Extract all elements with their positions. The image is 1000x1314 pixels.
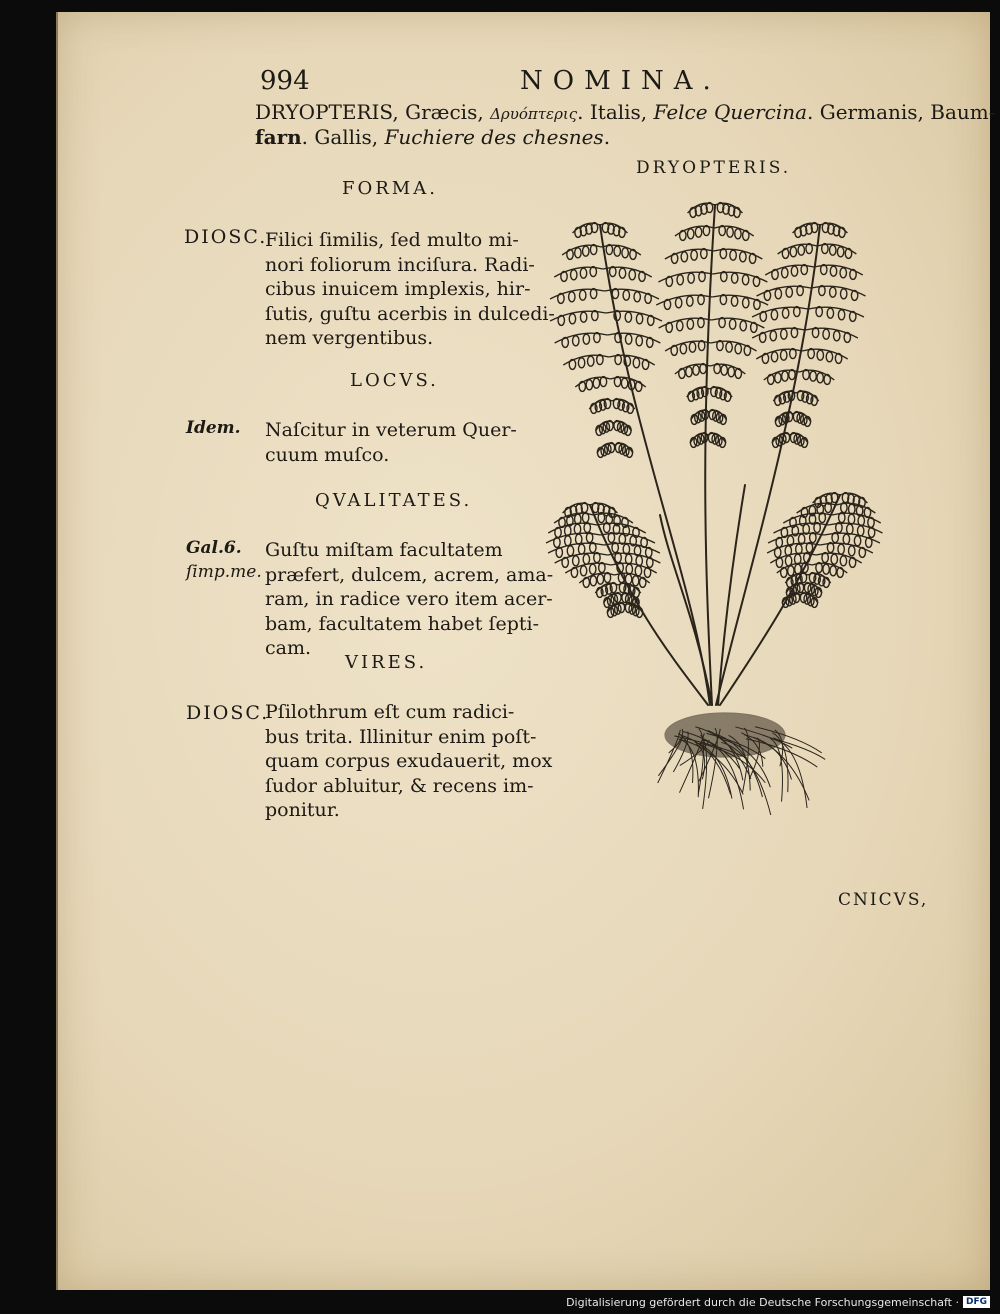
fern-leaflet [849, 546, 855, 556]
fern-leaflet [565, 536, 571, 546]
fern-leaflet [635, 566, 641, 576]
fern-leaflet [576, 534, 582, 544]
text-line: ſutis, guſtu acerbis in dulcedi- [265, 302, 555, 325]
fern-leaflet [590, 576, 596, 586]
fern-leaflet [680, 344, 686, 354]
text-line: Pſilothrum eſt cum radici- [265, 701, 515, 723]
fern-leaflet [735, 229, 741, 239]
fern-leaflet [691, 250, 697, 260]
fern-leaflet [770, 331, 776, 341]
fern-leaflet [742, 275, 748, 285]
fern-leaflet [688, 273, 694, 283]
fern-leaflet [681, 252, 687, 262]
page-number: 994 [260, 66, 310, 96]
fern-leaflet [580, 290, 586, 300]
fern-leaflet [597, 574, 603, 584]
names-italis: . Italis, [577, 100, 654, 124]
digitization-footer [566, 1294, 990, 1310]
fern-leaflet [790, 247, 796, 257]
names-line-2 [255, 125, 610, 149]
text-line: cuum muſco. [265, 443, 390, 466]
fern-leaflet [784, 392, 790, 402]
heading-vires: VIRES. [345, 652, 428, 673]
fern-leaflet [854, 536, 860, 546]
fern-leaflet [731, 273, 737, 283]
fern-leaflet [831, 554, 837, 564]
fern-leaflet [693, 365, 699, 375]
fern-leaflet [583, 334, 589, 344]
locus-text [265, 418, 517, 467]
fern-leaflet [814, 574, 820, 584]
text-line: nem vergentibus. [265, 327, 434, 349]
fern-leaflet [675, 298, 681, 308]
fern-leaflet [720, 390, 726, 400]
fern-leaflet [580, 268, 586, 278]
fern-leaflet [573, 336, 579, 346]
fern-leaflet [636, 336, 642, 346]
fern-leaflet [728, 367, 734, 377]
fern-leaflet [622, 248, 628, 258]
fern-leaflet [625, 312, 631, 322]
fern-leaflet [677, 275, 683, 285]
fern-leaflet [838, 310, 844, 320]
fern-leaflet [727, 227, 733, 237]
fern-leaflet [834, 331, 840, 341]
fern-leaflet [573, 556, 579, 566]
fern-leaflet [580, 312, 586, 322]
fern-leaflet [740, 321, 746, 331]
margin-note-simp: ſimp.me. [186, 562, 262, 582]
fern-leaflet [606, 584, 612, 594]
text-line: bam, facultatem habet ſepti- [265, 612, 540, 635]
fern-leaflet [830, 245, 836, 255]
fern-leaflet [837, 247, 843, 257]
fern-leaflet [595, 402, 601, 412]
fern-leaflet [771, 310, 777, 320]
fern-leaflet [588, 356, 594, 366]
fern-leaflet [569, 314, 575, 324]
fern-leaflet [578, 544, 584, 554]
running-head: NOMINA. [520, 66, 721, 96]
fern-leaflet [622, 402, 628, 412]
fern-leaflet [786, 287, 792, 297]
fern-leaflet [586, 380, 592, 390]
names-latin: DRYOPTERIS, Græcis, [255, 100, 491, 124]
fern-leaflet [788, 566, 794, 576]
text-line: quam corpus exudauerit, mox [265, 750, 553, 772]
dfg-logo: DFG [963, 1296, 990, 1308]
fern-leaflet [798, 245, 804, 255]
fern-leaflet [567, 546, 573, 556]
fern-leaflet [775, 373, 781, 383]
fern-leaflet [583, 246, 589, 256]
fern-leaflet [575, 248, 581, 258]
heading-locus: LOCVS. [350, 370, 439, 391]
figure-caption: DRYOPTERIS. [636, 158, 792, 178]
fern-leaflet [695, 227, 701, 237]
names-french: Fuchiere des chesnes [384, 125, 604, 149]
text-line: Filici ſimilis, ſed multo mi- [265, 229, 519, 251]
fern-leaflet [731, 296, 737, 306]
fern-leaflet [818, 576, 824, 586]
fern-leaflet [593, 378, 599, 388]
text-line: Guſtu miſtam facultatem [265, 539, 503, 561]
fern-leaflet [830, 266, 836, 276]
fern-leaflet [721, 365, 727, 375]
margin-note-diosc: DIOSC. [184, 226, 268, 248]
fern-leaflet [693, 390, 699, 400]
fern-leaflet [687, 296, 693, 306]
fern-leaflet [614, 246, 620, 256]
fern-leaflet [590, 564, 596, 574]
vires-text [265, 700, 552, 823]
fern-leaflet [775, 289, 781, 299]
fern-leaflet [686, 367, 692, 377]
names-end: . [603, 125, 611, 149]
fern-leaflet [830, 287, 836, 297]
text-line: cam. [265, 637, 312, 659]
fern-leaflet [715, 388, 721, 398]
fern-leaflet [697, 388, 703, 398]
names-gallis: . Gallis, [301, 125, 385, 149]
names-greek: Δρυόπτερις [490, 105, 578, 123]
fern-leaflet [729, 319, 735, 329]
fern-leaflet [625, 334, 631, 344]
fern-woodcut-illustration [520, 185, 930, 815]
fern-leaflet [782, 268, 788, 278]
fern-leaflet [791, 266, 797, 276]
heading-forma: FORMA. [342, 178, 438, 199]
fern-leaflet [618, 400, 624, 410]
fern-leaflet [843, 534, 849, 544]
text-line: ram, in radice vero item acer- [265, 588, 553, 610]
text-line: nori foliorum inciſura. Radi- [265, 253, 535, 276]
fern-leaflet [600, 400, 606, 410]
fern-leaflet [743, 298, 749, 308]
fern-leaflet [817, 373, 823, 383]
fern-leaflet [838, 544, 844, 554]
fern-leaflet [633, 358, 639, 368]
catchword: CNICVS, [838, 890, 929, 910]
fern-leaflet [802, 392, 808, 402]
text-line: bus trita. Illinitur enim poſt- [265, 725, 537, 748]
heading-qualitates: QVALITATES. [315, 490, 473, 511]
text-line: ponitur. [265, 799, 340, 821]
qualitates-text [265, 538, 553, 661]
fern-leaflet [601, 586, 607, 596]
fern-leaflet [840, 556, 846, 566]
fern-leaflet [779, 394, 785, 404]
forma-text [265, 228, 555, 351]
fern-leaflet [840, 289, 846, 299]
fern-leaflet [827, 308, 833, 318]
fern-leaflet [781, 350, 787, 360]
fern-leaflet [689, 342, 695, 352]
fern-leaflet [726, 342, 732, 352]
fern-leaflet [847, 524, 853, 534]
fern-leaflet [806, 394, 812, 404]
names-line-1 [255, 100, 996, 124]
fern-leaflet [823, 564, 829, 574]
fern-leaflet [687, 229, 693, 239]
fern-leaflet [636, 314, 642, 324]
fern-leaflet [740, 252, 746, 262]
fern-leaflet [580, 566, 586, 576]
fern-leaflet [830, 566, 836, 576]
fern-leaflet [857, 526, 863, 536]
margin-note-idem: Idem. [186, 418, 241, 438]
names-italian: Felce Quercina [653, 100, 808, 124]
fern-leaflet [840, 268, 846, 278]
fern-leaflet [687, 319, 693, 329]
fern-leaflet [571, 270, 577, 280]
fern-leaflet [823, 329, 829, 339]
names-germanis: . Germanis, Baum- [807, 100, 996, 124]
text-line: cibus inuicem implexis, hir- [265, 278, 531, 300]
text-line: præfert, dulcem, acrem, ama- [265, 563, 554, 586]
fern-leaflet [569, 292, 575, 302]
fern-leaflet [583, 554, 589, 564]
margin-note-diosc: DIOSC. [186, 702, 270, 724]
fern-leaflet [781, 329, 787, 339]
footer-text: Digitalisierung gefördert durch die Deutsche Forschungsgemeinschaft · [566, 1295, 959, 1309]
fern-leaflet [677, 321, 683, 331]
fern-leaflet [578, 358, 584, 368]
fern-leaflet [817, 350, 823, 360]
fern-leaflet [629, 270, 635, 280]
margin-note-gal: Gal.6. [186, 538, 242, 558]
names-german: farn [255, 125, 302, 149]
fern-leaflet [771, 352, 777, 362]
fern-leaflet [619, 268, 625, 278]
fern-leaflet [621, 378, 627, 388]
fern-leaflet [623, 290, 629, 300]
text-line: ſudor abluitur, & recens im- [265, 774, 534, 797]
fern-leaflet [810, 371, 816, 381]
fern-leaflet [826, 352, 832, 362]
fern-leaflet [730, 250, 736, 260]
fern-leaflet [782, 371, 788, 381]
fern-leaflet [782, 308, 788, 318]
fern-leaflet [634, 292, 640, 302]
fern-leaflet [632, 576, 638, 586]
fern-leaflet [735, 344, 741, 354]
text-line: Naſcitur in veterum Quer- [265, 419, 517, 441]
